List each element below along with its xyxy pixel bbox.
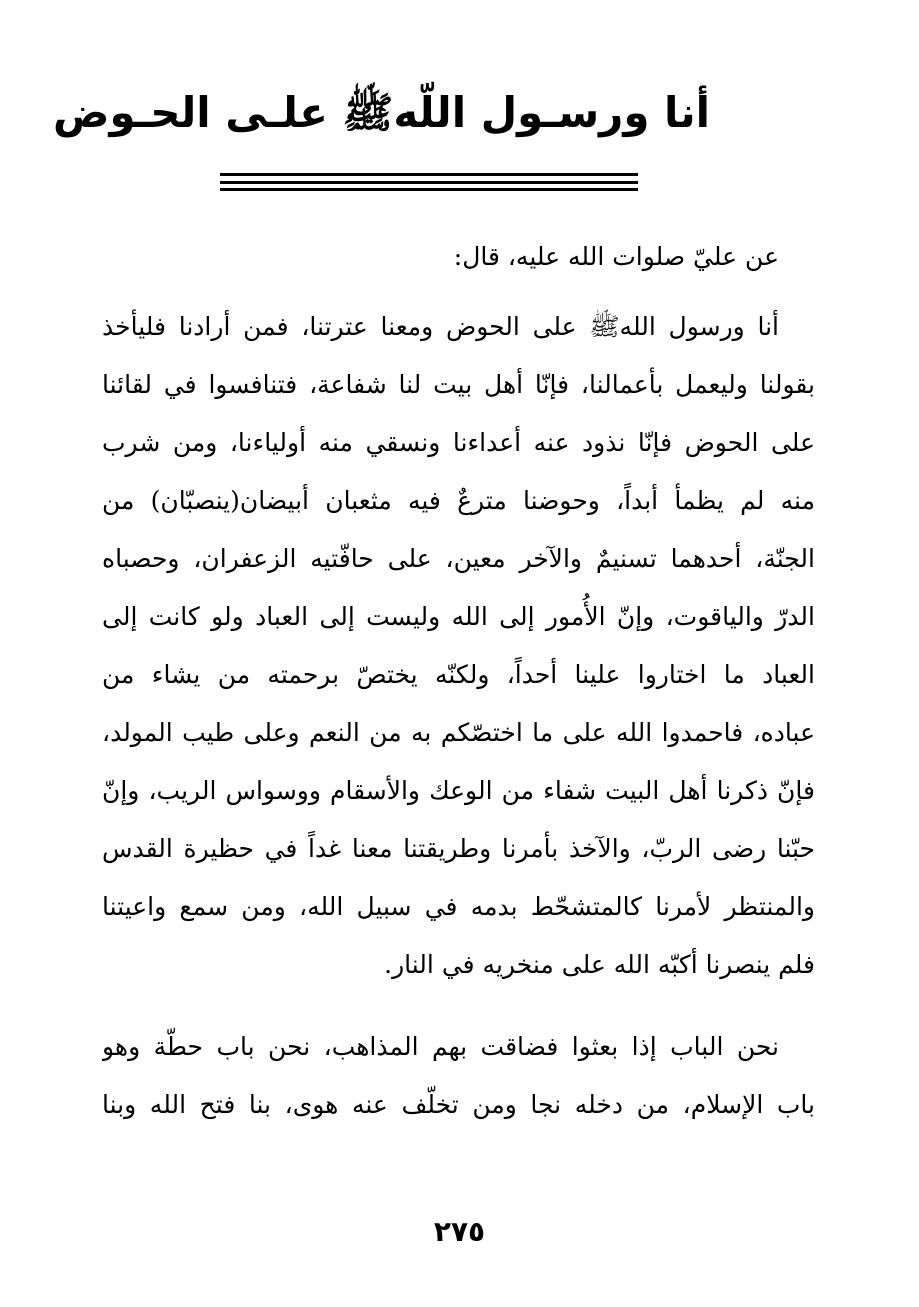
text-line: عباده، فاحمدوا الله على ما اختصّكم به من النعم وعلى طيب المولد، xyxy=(102,718,815,747)
text-line: فلم ينصرنا أكبّه الله على منخريه في النار. xyxy=(384,950,815,979)
hadith-paragraph xyxy=(102,298,815,994)
title-divider-line xyxy=(220,173,638,176)
page-number: ٢٧٥ xyxy=(433,1215,486,1248)
text-line: والمنتظر لأمرنا كالمتشحّط بدمه في سبيل الله، ومن سمع واعيتنا xyxy=(102,892,815,921)
text-line: على الحوض فإنّا نذود عنه أعداءنا ونسقي منه أولياءنا، ومن شرب xyxy=(102,428,815,457)
text-line: العباد ما اختاروا علينا أحداً، ولكنّه يختصّ برحمته من يشاء من xyxy=(102,660,815,689)
text-line: الجنّة، أحدهما تسنيمٌ والآخر معين، على حافّتيه الزعفران، وحصباه xyxy=(102,544,815,573)
text-line: باب الإسلام، من دخله نجا ومن تخلّف عنه هوى، بنا فتح الله وبنا xyxy=(102,1090,815,1119)
text-line: بقولنا وليعمل بأعمالنا، فإنّا أهل بيت لنا شفاعة، فتنافسوا في لقائنا xyxy=(102,370,815,399)
text-line: فإنّ ذكرنا أهل البيت شفاء من الوعك والأسقام ووسواس الريب، وإنّ xyxy=(102,776,815,805)
text-line: الدرّ والياقوت، وإنّ الأُمور إلى الله وليست إلى العباد ولو كانت إلى xyxy=(102,602,815,631)
text-line: أنا ورسول اللهﷺ على الحوض ومعنا عترتنا، فمن أرادنا فليأخذ xyxy=(102,312,779,341)
text-line: حبّنا رضى الربّ، والآخذ بأمرنا وطريقتنا معنا غداً في حظيرة القدس xyxy=(102,834,815,863)
text-line: نحن الباب إذا بعثوا فضاقت بهم المذاهب، نحن باب حطّة وهو xyxy=(102,1032,779,1061)
page-title: أنا ورسـول اللّهﷺ علـى الحـوض xyxy=(53,88,710,137)
text-line: منه لم يظمأ أبداً، وحوضنا مترعٌ فيه مثعبان أبيضان(ينصبّان) من xyxy=(102,486,815,515)
narration-intro: عن عليّ صلوات الله عليه، قال: xyxy=(453,242,779,271)
hadith-paragraph xyxy=(102,1018,815,1134)
title-divider-line xyxy=(220,181,638,184)
title-divider-line xyxy=(220,188,638,191)
